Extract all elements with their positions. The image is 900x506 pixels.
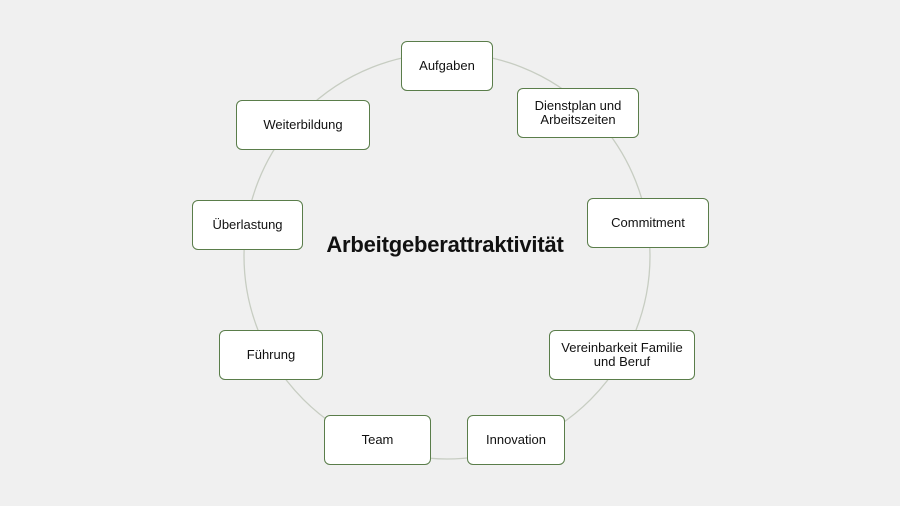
node-commitment: Commitment: [587, 198, 709, 248]
node-ueberlastung: Überlastung: [192, 200, 303, 250]
diagram-title: Arbeitgeberattraktivität: [326, 232, 564, 257]
node-innovation: Innovation: [467, 415, 565, 465]
node-aufgaben: Aufgaben: [401, 41, 493, 91]
node-weiterbildung: Weiterbildung: [236, 100, 370, 150]
node-fuehrung: Führung: [219, 330, 323, 380]
node-team: Team: [324, 415, 431, 465]
node-vereinbarkeit-familie-und-beruf: Vereinbarkeit Familie und Beruf: [549, 330, 695, 380]
node-dienstplan-und-arbeitszeiten: Dienstplan und Arbeitszeiten: [517, 88, 639, 138]
